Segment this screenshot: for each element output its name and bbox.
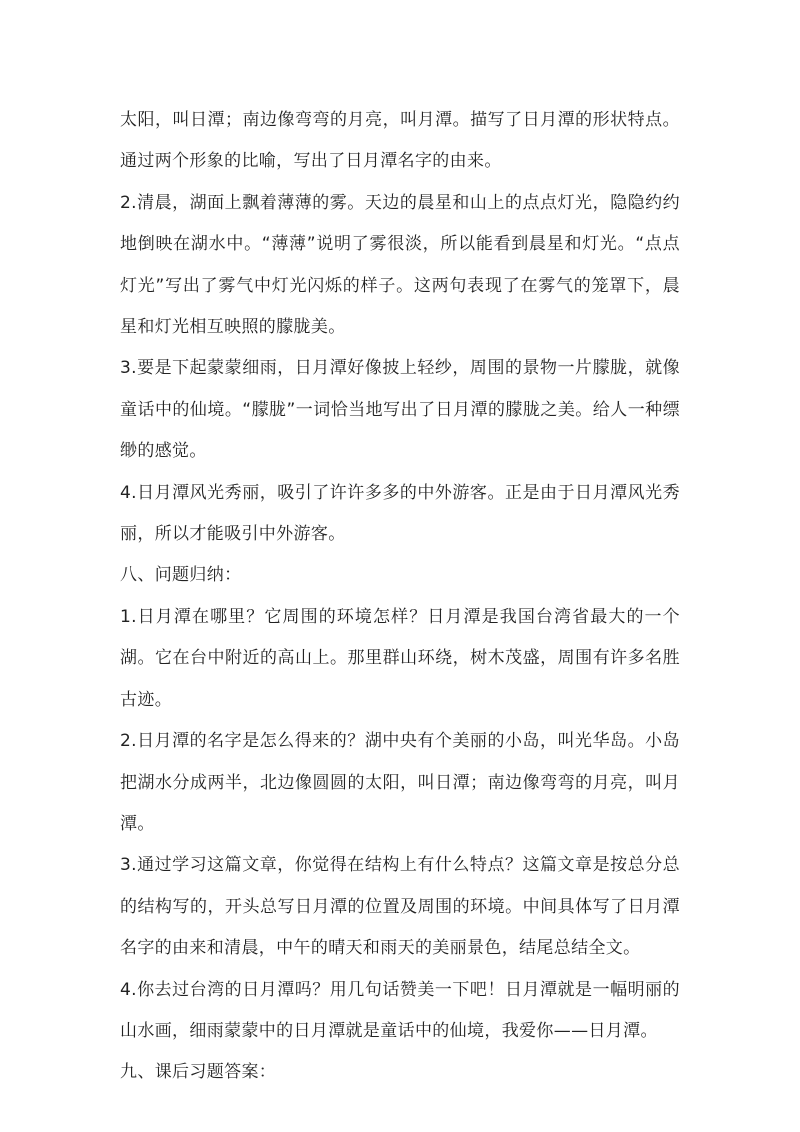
paragraph-sun-moon-shape: 太阳，叫日潭；南边像弯弯的月亮，叫月潭。描写了日月潭的形状特点。通过两个形象的比喻，写出了日月潭名字的由来。 xyxy=(120,110,680,172)
question-location: 1.日月潭在哪里？它周围的环境怎样？日月潭是我国台湾省最大的一个湖。它在台中附近的高山上。那里群山环绕，树木茂盛，周围有许多名胜古迹。 xyxy=(120,606,680,710)
paragraph-morning-mist: 2.清晨，湖面上飘着薄薄的雾。天边的晨星和山上的点点灯光，隐隐约约地倒映在湖水中。“薄薄”说明了雾很淡，所以能看到晨星和灯光。“点点灯光”写出了雾气中灯光闪烁的样子。这两句表现了在雾气的笼罩下，晨星和灯光相互映照的朦胧美。 xyxy=(120,192,680,338)
question-structure: 3.通过学习这篇文章，你觉得在结构上有什么特点？这篇文章是按总分总的结构写的，开头总写日月潭的位置及周围的环境。中间具体写了日月潭名字的由来和清晨，中午的晴天和雨天的美丽景色，结尾总结全文。 xyxy=(120,855,680,959)
section-heading-summary: 八、问题归纳： xyxy=(120,565,242,586)
document-body xyxy=(120,100,680,1094)
question-praise: 4.你去过台湾的日月潭吗？用几句话赞美一下吧！日月潭就是一幅明丽的山水画，细雨蒙蒙中的日月潭就是童话中的仙境，我爱你——日月潭。 xyxy=(120,979,680,1041)
section-heading-answers: 九、课后习题答案： xyxy=(120,1062,277,1083)
question-name-origin: 2.日月潭的名字是怎么得来的？湖中央有个美丽的小岛，叫光华岛。小岛把湖水分成两半，北边像圆圆的太阳，叫日潭；南边像弯弯的月亮，叫月潭。 xyxy=(120,731,680,834)
paragraph-drizzle: 3.要是下起蒙蒙细雨，日月潭好像披上轻纱，周围的景物一片朦胧，就像童话中的仙境。“朦胧”一词恰当地写出了日月潭的朦胧之美。给人一种缥缈的感觉。 xyxy=(120,358,680,462)
paragraph-scenery-visitors: 4.日月潭风光秀丽，吸引了许许多多的中外游客。正是由于日月潭风光秀丽，所以才能吸引中外游客。 xyxy=(120,482,680,545)
